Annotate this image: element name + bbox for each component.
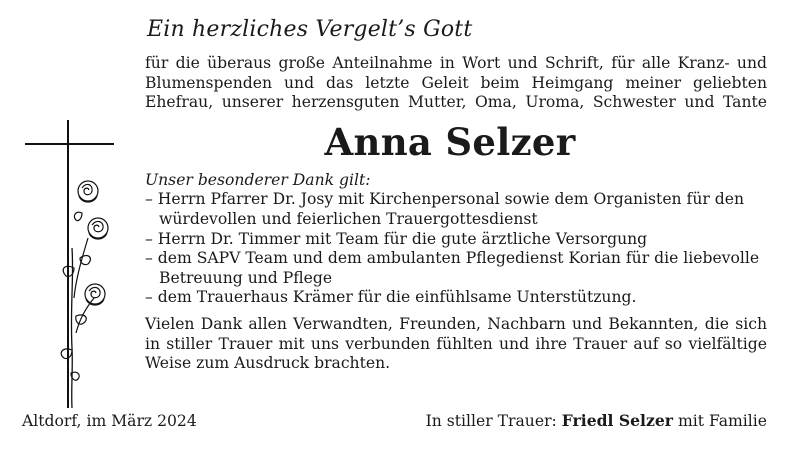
mourner-name: Friedl Selzer: [561, 411, 673, 430]
closing-paragraph: Vielen Dank allen Verwandten, Freunden, Nachbarn und Bekannten, die sich in stiller Trauer mit uns verbunden fühlten und ihre Trauer auf so vielfältige Weise zum Ausdruck brachten.: [145, 314, 767, 373]
list-item: – Herrn Dr. Timmer mit Team für die gute ärztliche Versorgung: [145, 229, 648, 248]
heading: Ein herzliches Vergelt’s Gott: [147, 17, 473, 42]
list-item: – dem Trauerhaus Krämer für die einfühlsame Unterstützung.: [145, 288, 637, 307]
main-text: [145, 14, 767, 374]
list-item: – Herrn Pfarrer Dr. Josy mit Kirchenpersonal sowie dem Organisten für den würdevollen und feierlichen Trauergottesdienst: [145, 190, 745, 228]
mourners-line: [426, 411, 767, 431]
list-item: – dem SAPV Team und dem ambulanten Pflegedienst Korian für die liebevolle Betreuung und Pflege: [145, 249, 760, 287]
mourning-prefix: In stiller Trauer:: [425, 412, 557, 430]
thanks-list: [145, 190, 767, 308]
place-date: Altdorf, im März 2024: [22, 412, 197, 430]
mourning-suffix: mit Familie: [677, 412, 767, 430]
footer: [22, 411, 767, 431]
cross-with-roses-icon: [22, 118, 122, 418]
intro-paragraph: für die überaus große Anteilnahme in Wort und Schrift, für alle Kranz- und Blumenspenden und das letzte Geleit beim Heimgang meiner geliebten Ehefrau, unserer herzensguten Mutter, Oma, Uroma, Schwester und Tante: [145, 54, 767, 112]
special-thanks-label: Unser besonderer Dank gilt:: [145, 170, 371, 189]
deceased-name: Anna Selzer: [324, 119, 576, 164]
